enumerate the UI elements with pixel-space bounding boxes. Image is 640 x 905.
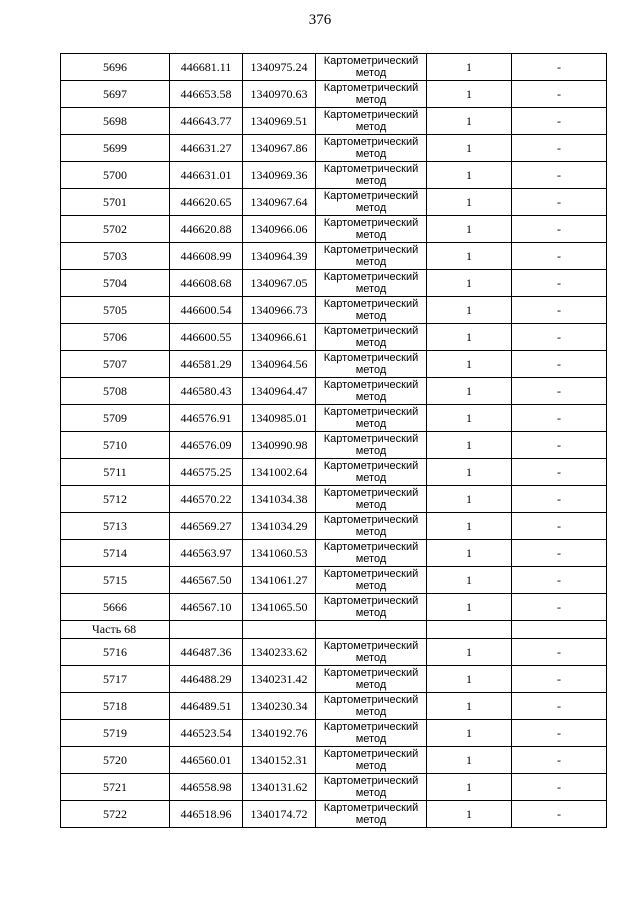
x-coordinate-cell: 446563.97 — [170, 540, 243, 567]
table-row — [61, 459, 607, 486]
y-coordinate-cell: 1341034.38 — [243, 486, 316, 513]
method-cell: Картометрический метод — [316, 243, 427, 270]
note-cell: - — [512, 594, 607, 621]
table-row — [61, 189, 607, 216]
part-label: Часть 68 — [61, 621, 170, 639]
accuracy-cell: 1 — [427, 459, 512, 486]
y-coordinate-cell: 1340969.51 — [243, 108, 316, 135]
x-coordinate-cell: 446558.98 — [170, 774, 243, 801]
point-number-cell: 5703 — [61, 243, 170, 270]
note-cell: - — [512, 81, 607, 108]
x-coordinate-cell: 446576.09 — [170, 432, 243, 459]
accuracy-cell: 1 — [427, 243, 512, 270]
note-cell: - — [512, 666, 607, 693]
point-number-cell: 5720 — [61, 747, 170, 774]
x-coordinate-cell: 446681.11 — [170, 54, 243, 81]
method-cell: Картометрический метод — [316, 351, 427, 378]
x-coordinate-cell: 446518.96 — [170, 801, 243, 828]
y-coordinate-cell: 1340967.05 — [243, 270, 316, 297]
method-cell: Картометрический метод — [316, 594, 427, 621]
method-cell: Картометрический метод — [316, 720, 427, 747]
x-coordinate-cell: 446620.88 — [170, 216, 243, 243]
x-coordinate-cell: 446631.01 — [170, 162, 243, 189]
y-coordinate-cell: 1340975.24 — [243, 54, 316, 81]
method-cell: Картометрический метод — [316, 513, 427, 540]
table-row — [61, 747, 607, 774]
note-cell: - — [512, 720, 607, 747]
x-coordinate-cell: 446580.43 — [170, 378, 243, 405]
x-coordinate-cell: 446523.54 — [170, 720, 243, 747]
accuracy-cell: 1 — [427, 189, 512, 216]
y-coordinate-cell: 1340967.86 — [243, 135, 316, 162]
table-row — [61, 297, 607, 324]
empty-cell — [427, 621, 512, 639]
x-coordinate-cell: 446600.55 — [170, 324, 243, 351]
coordinates-table-body — [61, 54, 607, 828]
y-coordinate-cell: 1340174.72 — [243, 801, 316, 828]
x-coordinate-cell: 446560.01 — [170, 747, 243, 774]
table-row — [61, 351, 607, 378]
point-number-cell: 5706 — [61, 324, 170, 351]
accuracy-cell: 1 — [427, 720, 512, 747]
accuracy-cell: 1 — [427, 432, 512, 459]
y-coordinate-cell: 1340990.98 — [243, 432, 316, 459]
point-number-cell: 5707 — [61, 351, 170, 378]
table-row — [61, 693, 607, 720]
x-coordinate-cell: 446489.51 — [170, 693, 243, 720]
y-coordinate-cell: 1341061.27 — [243, 567, 316, 594]
note-cell: - — [512, 432, 607, 459]
x-coordinate-cell: 446570.22 — [170, 486, 243, 513]
y-coordinate-cell: 1341060.53 — [243, 540, 316, 567]
table-row — [61, 774, 607, 801]
point-number-cell: 5708 — [61, 378, 170, 405]
method-cell: Картометрический метод — [316, 666, 427, 693]
y-coordinate-cell: 1340966.73 — [243, 297, 316, 324]
note-cell: - — [512, 639, 607, 666]
point-number-cell: 5715 — [61, 567, 170, 594]
point-number-cell: 5713 — [61, 513, 170, 540]
method-cell: Картометрический метод — [316, 297, 427, 324]
point-number-cell: 5722 — [61, 801, 170, 828]
method-cell: Картометрический метод — [316, 162, 427, 189]
note-cell: - — [512, 459, 607, 486]
method-cell: Картометрический метод — [316, 801, 427, 828]
point-number-cell: 5716 — [61, 639, 170, 666]
empty-cell — [512, 621, 607, 639]
method-cell: Картометрический метод — [316, 54, 427, 81]
point-number-cell: 5710 — [61, 432, 170, 459]
y-coordinate-cell: 1341034.29 — [243, 513, 316, 540]
accuracy-cell: 1 — [427, 567, 512, 594]
x-coordinate-cell: 446567.10 — [170, 594, 243, 621]
note-cell: - — [512, 405, 607, 432]
accuracy-cell: 1 — [427, 405, 512, 432]
method-cell: Картометрический метод — [316, 540, 427, 567]
table-row — [61, 54, 607, 81]
accuracy-cell: 1 — [427, 162, 512, 189]
empty-cell — [170, 621, 243, 639]
point-number-cell: 5702 — [61, 216, 170, 243]
y-coordinate-cell: 1340967.64 — [243, 189, 316, 216]
note-cell: - — [512, 693, 607, 720]
table-row — [61, 540, 607, 567]
table-row — [61, 81, 607, 108]
note-cell: - — [512, 513, 607, 540]
note-cell: - — [512, 801, 607, 828]
accuracy-cell: 1 — [427, 216, 512, 243]
method-cell: Картометрический метод — [316, 135, 427, 162]
table-row — [61, 324, 607, 351]
accuracy-cell: 1 — [427, 324, 512, 351]
point-number-cell: 5700 — [61, 162, 170, 189]
y-coordinate-cell: 1340131.62 — [243, 774, 316, 801]
point-number-cell: 5719 — [61, 720, 170, 747]
table-row — [61, 243, 607, 270]
y-coordinate-cell: 1340970.63 — [243, 81, 316, 108]
point-number-cell: 5709 — [61, 405, 170, 432]
table-row — [61, 513, 607, 540]
y-coordinate-cell: 1340152.31 — [243, 747, 316, 774]
note-cell: - — [512, 297, 607, 324]
x-coordinate-cell: 446567.50 — [170, 567, 243, 594]
y-coordinate-cell: 1340969.36 — [243, 162, 316, 189]
x-coordinate-cell: 446600.54 — [170, 297, 243, 324]
point-number-cell: 5711 — [61, 459, 170, 486]
note-cell: - — [512, 747, 607, 774]
note-cell: - — [512, 774, 607, 801]
point-number-cell: 5701 — [61, 189, 170, 216]
accuracy-cell: 1 — [427, 81, 512, 108]
y-coordinate-cell: 1340964.56 — [243, 351, 316, 378]
table-row — [61, 801, 607, 828]
accuracy-cell: 1 — [427, 486, 512, 513]
accuracy-cell: 1 — [427, 135, 512, 162]
table-row — [61, 486, 607, 513]
x-coordinate-cell: 446581.29 — [170, 351, 243, 378]
method-cell: Картометрический метод — [316, 747, 427, 774]
y-coordinate-cell: 1340964.39 — [243, 243, 316, 270]
x-coordinate-cell: 446631.27 — [170, 135, 243, 162]
page-number: 376 — [308, 12, 332, 28]
x-coordinate-cell: 446575.25 — [170, 459, 243, 486]
note-cell: - — [512, 540, 607, 567]
x-coordinate-cell: 446643.77 — [170, 108, 243, 135]
x-coordinate-cell: 446620.65 — [170, 189, 243, 216]
table-row — [61, 135, 607, 162]
y-coordinate-cell: 1340231.42 — [243, 666, 316, 693]
coordinates-table — [60, 53, 607, 828]
method-cell: Картометрический метод — [316, 774, 427, 801]
table-row — [61, 666, 607, 693]
accuracy-cell: 1 — [427, 693, 512, 720]
x-coordinate-cell: 446488.29 — [170, 666, 243, 693]
method-cell: Картометрический метод — [316, 486, 427, 513]
table-row — [61, 216, 607, 243]
table-row — [61, 405, 607, 432]
note-cell: - — [512, 351, 607, 378]
note-cell: - — [512, 135, 607, 162]
method-cell: Картометрический метод — [316, 81, 427, 108]
accuracy-cell: 1 — [427, 666, 512, 693]
note-cell: - — [512, 243, 607, 270]
y-coordinate-cell: 1340192.76 — [243, 720, 316, 747]
accuracy-cell: 1 — [427, 639, 512, 666]
note-cell: - — [512, 567, 607, 594]
accuracy-cell: 1 — [427, 594, 512, 621]
accuracy-cell: 1 — [427, 774, 512, 801]
accuracy-cell: 1 — [427, 270, 512, 297]
x-coordinate-cell: 446608.99 — [170, 243, 243, 270]
x-coordinate-cell: 446608.68 — [170, 270, 243, 297]
point-number-cell: 5714 — [61, 540, 170, 567]
y-coordinate-cell: 1340233.62 — [243, 639, 316, 666]
table-row — [61, 432, 607, 459]
note-cell: - — [512, 54, 607, 81]
method-cell: Картометрический метод — [316, 108, 427, 135]
x-coordinate-cell: 446487.36 — [170, 639, 243, 666]
point-number-cell: 5705 — [61, 297, 170, 324]
point-number-cell: 5698 — [61, 108, 170, 135]
empty-cell — [316, 621, 427, 639]
x-coordinate-cell: 446576.91 — [170, 405, 243, 432]
table-row — [61, 567, 607, 594]
table-row — [61, 108, 607, 135]
accuracy-cell: 1 — [427, 747, 512, 774]
table-row — [61, 594, 607, 621]
y-coordinate-cell: 1341002.64 — [243, 459, 316, 486]
table-row — [61, 720, 607, 747]
point-number-cell: 5696 — [61, 54, 170, 81]
accuracy-cell: 1 — [427, 108, 512, 135]
table-row — [61, 270, 607, 297]
method-cell: Картометрический метод — [316, 270, 427, 297]
method-cell: Картометрический метод — [316, 693, 427, 720]
method-cell: Картометрический метод — [316, 432, 427, 459]
method-cell: Картометрический метод — [316, 405, 427, 432]
accuracy-cell: 1 — [427, 351, 512, 378]
y-coordinate-cell: 1340966.61 — [243, 324, 316, 351]
method-cell: Картометрический метод — [316, 567, 427, 594]
x-coordinate-cell: 446569.27 — [170, 513, 243, 540]
table-row — [61, 639, 607, 666]
note-cell: - — [512, 189, 607, 216]
x-coordinate-cell: 446653.58 — [170, 81, 243, 108]
accuracy-cell: 1 — [427, 801, 512, 828]
note-cell: - — [512, 324, 607, 351]
method-cell: Картометрический метод — [316, 459, 427, 486]
part-header-row — [61, 621, 607, 639]
method-cell: Картометрический метод — [316, 189, 427, 216]
point-number-cell: 5721 — [61, 774, 170, 801]
note-cell: - — [512, 486, 607, 513]
y-coordinate-cell: 1340966.06 — [243, 216, 316, 243]
method-cell: Картометрический метод — [316, 639, 427, 666]
accuracy-cell: 1 — [427, 513, 512, 540]
method-cell: Картометрический метод — [316, 216, 427, 243]
table-row — [61, 378, 607, 405]
accuracy-cell: 1 — [427, 378, 512, 405]
note-cell: - — [512, 162, 607, 189]
y-coordinate-cell: 1340985.01 — [243, 405, 316, 432]
accuracy-cell: 1 — [427, 297, 512, 324]
point-number-cell: 5697 — [61, 81, 170, 108]
table-row — [61, 162, 607, 189]
y-coordinate-cell: 1340964.47 — [243, 378, 316, 405]
y-coordinate-cell: 1340230.34 — [243, 693, 316, 720]
y-coordinate-cell: 1341065.50 — [243, 594, 316, 621]
point-number-cell: 5712 — [61, 486, 170, 513]
point-number-cell: 5718 — [61, 693, 170, 720]
note-cell: - — [512, 216, 607, 243]
point-number-cell: 5699 — [61, 135, 170, 162]
note-cell: - — [512, 378, 607, 405]
empty-cell — [243, 621, 316, 639]
point-number-cell: 5704 — [61, 270, 170, 297]
note-cell: - — [512, 270, 607, 297]
point-number-cell: 5717 — [61, 666, 170, 693]
method-cell: Картометрический метод — [316, 324, 427, 351]
accuracy-cell: 1 — [427, 54, 512, 81]
accuracy-cell: 1 — [427, 540, 512, 567]
note-cell: - — [512, 108, 607, 135]
method-cell: Картометрический метод — [316, 378, 427, 405]
point-number-cell: 5666 — [61, 594, 170, 621]
